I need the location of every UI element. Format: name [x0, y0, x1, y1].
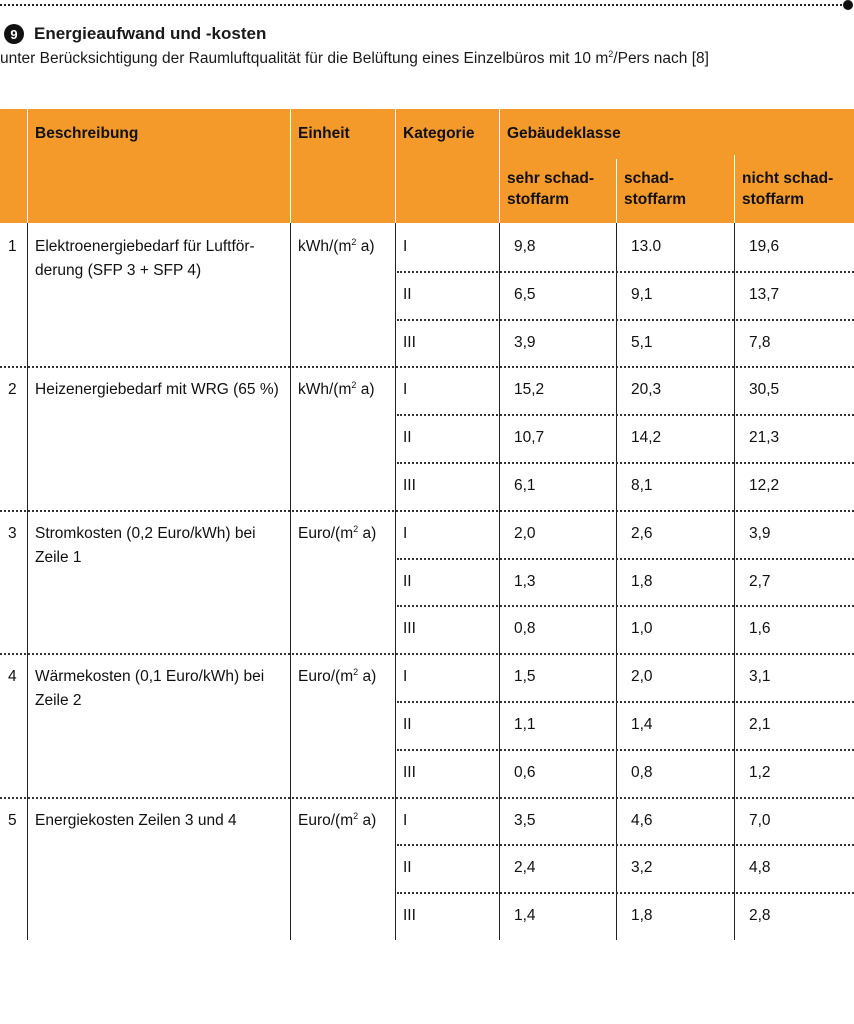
column-divider [395, 223, 396, 366]
row-separator [397, 892, 854, 894]
top-dotted-rule [0, 4, 846, 6]
row-number: 2 [8, 381, 17, 399]
unit-text: kWh/(m [298, 238, 352, 255]
row-number: 3 [8, 524, 17, 542]
value-cell-v1: 3,5 [514, 811, 536, 829]
column-divider [734, 223, 735, 366]
figure-title-row [4, 22, 266, 46]
column-divider [499, 510, 500, 653]
group-separator [0, 510, 854, 512]
value-cell-v3: 19,6 [749, 238, 780, 255]
column-divider [616, 510, 617, 653]
value-cell-v3: 3,1 [749, 668, 771, 686]
row-separator [397, 271, 854, 273]
column-divider [290, 223, 291, 366]
row-description [35, 665, 285, 713]
row-number: 4 [8, 668, 17, 686]
table-header [0, 109, 854, 223]
value-cell-v2: 4,6 [631, 811, 653, 829]
value-cell-v3: 13,7 [749, 285, 780, 303]
description-line: Energiekosten Zeilen 3 und 4 [35, 811, 237, 829]
unit-text: Euro/(m [298, 811, 354, 829]
unit-text: a) [358, 668, 377, 686]
value-cell-v1: 15,2 [514, 381, 545, 399]
header-divider [616, 159, 617, 223]
column-divider [290, 366, 291, 509]
value-cell-v2: 1,4 [631, 716, 653, 733]
header-line: stoffarm [507, 191, 570, 208]
header-line: schad- [624, 170, 674, 187]
header-sehr-schadstoffarm [507, 168, 594, 210]
value-cell-v2: 5,1 [631, 333, 653, 351]
column-divider [27, 653, 28, 796]
group-separator [0, 797, 854, 799]
unit-superscript: 2 [353, 667, 359, 678]
row-number: 5 [8, 811, 17, 829]
row-number: 1 [8, 238, 17, 255]
value-cell-v3: 7,8 [749, 333, 771, 351]
row-unit [298, 665, 376, 689]
value-cell-v2: 20,3 [631, 381, 662, 399]
column-divider [27, 510, 28, 653]
value-cell-v2: 3,2 [631, 859, 653, 877]
column-divider [395, 366, 396, 509]
subtitle-end: /Pers nach [8] [613, 50, 709, 67]
value-cell-v2: 13.0 [631, 238, 662, 255]
value-cell-v1: 10,7 [514, 429, 545, 447]
value-cell-v2: 1,8 [631, 572, 653, 590]
value-cell-v1: 0,8 [514, 620, 536, 638]
value-cell-v3: 1,6 [749, 620, 771, 638]
value-cell-v1: 6,5 [514, 285, 536, 303]
unit-superscript: 2 [353, 810, 359, 821]
category-cell: II [403, 572, 412, 590]
value-cell-v2: 1,8 [631, 907, 653, 925]
category-cell: I [403, 668, 408, 686]
row-separator [397, 414, 854, 416]
column-divider [27, 223, 28, 366]
column-divider [734, 653, 735, 796]
description-line: Stromkosten (0,2 Euro/kWh) bei [35, 524, 256, 542]
row-unit [298, 522, 376, 546]
category-cell: I [403, 381, 408, 399]
category-cell: I [403, 238, 408, 255]
value-cell-v1: 3,9 [514, 333, 536, 351]
value-cell-v3: 2,7 [749, 572, 771, 590]
value-cell-v1: 1,4 [514, 907, 536, 925]
category-cell: II [403, 716, 412, 733]
top-rule-end-dot [843, 0, 853, 10]
unit-text: Euro/(m [298, 524, 354, 542]
column-divider [499, 797, 500, 940]
row-unit [298, 378, 375, 402]
value-cell-v3: 1,2 [749, 763, 771, 781]
column-divider [616, 797, 617, 940]
description-line: Wärmekosten (0,1 Euro/kWh) bei [35, 668, 265, 686]
value-cell-v2: 0,8 [631, 763, 653, 781]
unit-text: Euro/(m [298, 668, 354, 686]
category-cell: III [403, 477, 416, 494]
category-cell: I [403, 524, 408, 542]
unit-superscript: 2 [353, 523, 359, 534]
column-divider [290, 653, 291, 796]
category-cell: II [403, 285, 412, 303]
value-cell-v3: 2,8 [749, 907, 771, 925]
category-cell: III [403, 763, 416, 781]
column-divider [395, 797, 396, 940]
header-einheit: Einheit [298, 125, 350, 142]
value-cell-v2: 2,6 [631, 524, 653, 542]
description-line: derung (SFP 3 + SFP 4) [35, 262, 202, 279]
subtitle-main: unter Berücksichtigung der Raumluftqualität für die Belüftung eines Einzelbüros mit 10 m [0, 50, 609, 67]
row-description [35, 809, 285, 833]
row-separator [397, 701, 854, 703]
column-divider [499, 223, 500, 366]
header-divider [395, 109, 396, 223]
value-cell-v1: 2,0 [514, 524, 536, 542]
category-cell: II [403, 859, 412, 877]
value-cell-v2: 9,1 [631, 285, 653, 303]
figure-number-badge [4, 24, 24, 44]
category-cell: I [403, 811, 408, 829]
description-line: Zeile 2 [35, 692, 82, 710]
row-separator [397, 605, 854, 607]
unit-superscript: 2 [351, 380, 357, 391]
column-divider [734, 510, 735, 653]
value-cell-v3: 21,3 [749, 429, 780, 447]
header-nicht-schadstoffarm [742, 168, 833, 210]
value-cell-v3: 30,5 [749, 381, 780, 399]
column-divider [734, 797, 735, 940]
row-separator [397, 462, 854, 464]
value-cell-v1: 1,3 [514, 572, 536, 590]
unit-text: a) [358, 811, 377, 829]
value-cell-v3: 4,8 [749, 859, 771, 877]
row-separator [397, 749, 854, 751]
column-divider [616, 653, 617, 796]
header-line: stoffarm [624, 191, 687, 208]
row-description [35, 235, 285, 283]
category-cell: III [403, 333, 416, 351]
column-divider [395, 510, 396, 653]
header-gebaeudeklasse: Gebäudeklasse [507, 125, 621, 142]
column-divider [290, 510, 291, 653]
header-divider [734, 155, 735, 223]
header-line: stoffarm [742, 191, 805, 208]
unit-superscript: 2 [351, 236, 357, 247]
value-cell-v2: 1,0 [631, 620, 653, 638]
column-divider [395, 653, 396, 796]
header-divider [499, 109, 500, 223]
category-cell: III [403, 620, 416, 638]
row-description [35, 378, 285, 402]
value-cell-v3: 3,9 [749, 524, 771, 542]
unit-text: a) [356, 238, 375, 255]
row-description [35, 522, 285, 570]
category-cell: III [403, 907, 416, 925]
value-cell-v3: 12,2 [749, 477, 780, 494]
row-separator [397, 844, 854, 846]
description-line: Heizenergiebedarf mit WRG (65 %) [35, 381, 279, 399]
column-divider [734, 366, 735, 509]
column-divider [27, 366, 28, 509]
header-divider [290, 109, 291, 223]
energy-cost-table [0, 109, 854, 941]
group-separator [0, 366, 854, 368]
value-cell-v1: 0,6 [514, 763, 536, 781]
column-divider [499, 653, 500, 796]
value-cell-v2: 14,2 [631, 429, 662, 447]
column-divider [616, 223, 617, 366]
header-line: sehr schad- [507, 170, 595, 187]
figure-number: 9 [10, 26, 18, 42]
column-divider [616, 366, 617, 509]
value-cell-v1: 1,5 [514, 668, 536, 686]
row-separator [397, 319, 854, 321]
value-cell-v1: 9,8 [514, 238, 536, 255]
figure-subtitle [0, 50, 709, 68]
subtitle-superscript: 2 [608, 48, 614, 59]
description-line: Zeile 1 [35, 548, 82, 566]
row-unit [298, 809, 376, 833]
value-cell-v3: 2,1 [749, 716, 771, 733]
unit-text: a) [358, 524, 377, 542]
header-divider [27, 109, 28, 223]
category-cell: II [403, 429, 412, 447]
unit-text: kWh/(m [298, 381, 352, 399]
value-cell-v2: 8,1 [631, 477, 653, 494]
value-cell-v1: 6,1 [514, 477, 536, 494]
column-divider [290, 797, 291, 940]
header-line: nicht schad- [742, 170, 834, 187]
header-schadstoffarm [624, 168, 686, 210]
column-divider [499, 366, 500, 509]
value-cell-v1: 1,1 [514, 716, 536, 733]
value-cell-v1: 2,4 [514, 859, 536, 877]
row-separator [397, 558, 854, 560]
value-cell-v2: 2,0 [631, 668, 653, 686]
column-divider [27, 797, 28, 940]
value-cell-v3: 7,0 [749, 811, 771, 829]
unit-text: a) [356, 381, 375, 399]
header-beschreibung: Beschreibung [35, 125, 139, 142]
group-separator [0, 653, 854, 655]
description-line: Elektroenergiebedarf für Luftför- [35, 238, 255, 255]
header-kategorie: Kategorie [403, 125, 475, 142]
row-unit [298, 235, 375, 259]
figure-title: Energieaufwand und -kosten [34, 24, 267, 43]
